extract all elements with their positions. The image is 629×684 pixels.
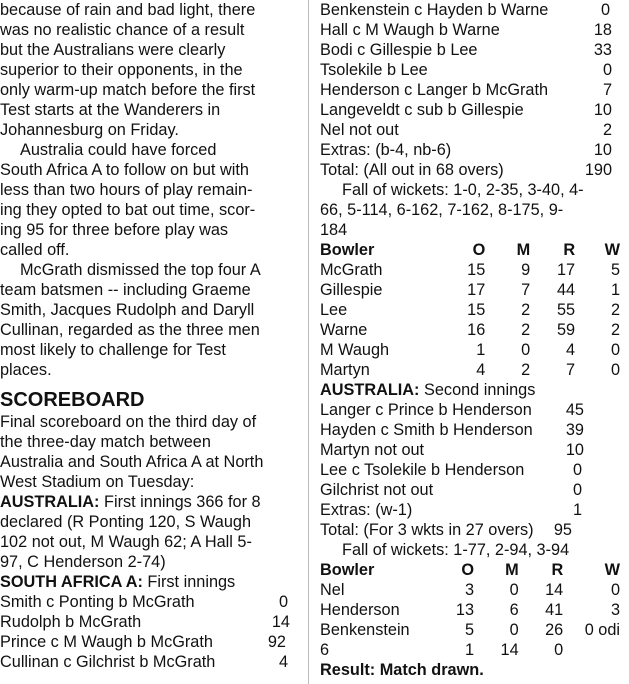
aus-second-innings-heading [320,380,620,400]
bowling-header: W [604,241,620,259]
text-line: but the Australians were clearly [0,41,226,59]
bowler: Nel [320,581,345,599]
batting-row [320,400,620,420]
bowler: Henderson [320,601,400,619]
bowler: M Waugh [320,341,390,359]
runs: 0 [278,593,288,611]
text-line: Cullinan, regarded as the three men [0,321,260,339]
maidens: 0 [509,581,519,599]
sa-batting-left [0,592,298,672]
batsman: Lee c Tsolekile b Henderson [320,461,525,479]
batting-row [320,520,620,540]
bowler: Gillespie [320,281,383,299]
article-paragraph-1 [0,0,298,140]
text-line: Fall of wickets: 1-0, 2-35, 3-40, 4- [342,181,584,199]
batsman: Benkenstein c Hayden b Warne [320,1,549,19]
wickets: 0 odi [584,621,620,639]
runs: 0 [572,461,582,479]
sa-fall-of-wickets [320,180,620,200]
overs: 5 [464,621,475,639]
bowler: 6 [320,641,330,659]
overs: 13 [455,601,475,619]
text-line: team batsmen -- including Graeme [0,281,251,299]
runs: 45 [565,401,584,419]
text-line: most likely to challenge for Test [0,341,226,359]
batting-row [320,480,620,500]
team-label: AUSTRALIA: [0,493,100,511]
batsman: Langeveldt c sub b Gillespie [320,101,524,119]
bowler: Lee [320,301,348,319]
scoreboard-heading: SCOREBOARD [0,389,145,411]
maidens: 9 [521,261,531,279]
maidens: 0 [509,621,519,639]
batsman: Smith c Ponting b McGrath [0,593,195,611]
bowler: Benkenstein [320,621,410,639]
batting-row [320,460,620,480]
batting-row [320,100,620,120]
runs: 17 [556,261,576,279]
text-line: Test starts at the Wanderers in [0,101,221,119]
bowling-header: R [551,561,564,579]
runs: 10 [593,101,612,119]
text-line: declared (R Ponting 120, S Waugh [0,513,251,531]
runs: 26 [545,621,564,639]
batsman: Prince c M Waugh b McGrath [0,633,213,651]
text-line: Johannesburg on Friday. [0,121,179,139]
maidens: 0 [521,341,531,359]
bowling-row [320,580,620,600]
bowling-row [320,620,620,640]
runs: 39 [565,421,584,439]
overs: 17 [467,281,486,299]
batting-row [320,500,620,520]
batsman: Extras: (b-4, nb-6) [320,141,452,159]
bowling-row [320,300,620,320]
right-column [320,0,620,680]
maidens: 2 [521,301,531,319]
text-line: 66, 5-114, 6-162, 7-162, 8-175, 9- [320,201,564,219]
batting-row [320,420,620,440]
bowling-header: Bowler [320,561,375,579]
wickets [563,640,620,660]
text-line: ing they opted to bat out time, scor- [0,201,256,219]
overs: 4 [476,361,486,379]
bowling-header: O [472,241,486,259]
bowling-header: R [563,241,576,259]
text-line: Australia and South Africa A at North [0,453,264,471]
australia-first-innings [0,492,298,572]
batsman: Extras: (w-1) [320,501,413,519]
text-line [0,492,298,512]
batsman: Hayden c Smith b Henderson [320,421,533,439]
batting-row [320,160,620,180]
team-label: SOUTH AFRICA A: [0,573,143,591]
text-line: 97, C Henderson 2-74) [0,553,166,571]
text-line: Australia could have forced [20,141,217,159]
batting-row [0,592,298,612]
overs: 16 [467,321,486,339]
batsman: Martyn not out [320,441,425,459]
maidens: 2 [521,361,531,379]
wickets: 0 [610,341,620,359]
sa-batting-right [320,0,620,180]
bowling-row [320,640,620,660]
text-line: called off. [0,241,70,259]
runs: 41 [545,601,564,619]
batting-row [320,40,620,60]
batting-row [320,60,620,80]
wickets: 2 [610,301,620,319]
runs: 59 [556,321,576,339]
bowling-header: W [604,561,620,579]
bowling-header: M [516,241,531,259]
text-line: West Stadium on Tuesday: [0,473,195,491]
left-column [0,0,298,672]
text-line: the three-day match between [0,433,211,451]
runs: 2 [602,121,612,139]
runs: 7 [602,81,612,99]
text-span: Second innings [419,381,536,399]
text-line: 184 [320,221,348,239]
runs: 92 [267,633,286,651]
text-line: because of rain and bad light, there [0,1,256,19]
overs: 3 [464,581,475,599]
runs: 0 [554,641,564,659]
batsman: Bodi c Gillespie b Lee [320,41,478,59]
batting-row [320,0,620,20]
text-line: was no realistic chance of a result [0,21,245,39]
bowling-row [320,600,620,620]
batsman: Tsolekile b Lee [320,61,428,79]
runs: 55 [556,301,576,319]
batsman: Henderson c Langer b McGrath [320,81,549,99]
article-paragraph-2 [0,140,298,260]
batting-row [320,440,620,460]
runs: 14 [545,581,564,599]
text-line: only warm-up match before the first [0,81,256,99]
overs: 15 [467,301,486,319]
batsman: Cullinan c Gilchrist b McGrath [0,653,216,671]
bowling-row [320,320,620,340]
wickets: 2 [610,321,620,339]
overs: 1 [464,641,475,659]
maidens: 6 [509,601,519,619]
aus-batting [320,400,620,540]
text-line: less than two hours of play remain- [0,181,253,199]
sa-innings-heading [0,572,298,592]
wickets: 3 [610,601,620,619]
wickets: 0 [610,581,620,599]
wickets: 0 [610,361,620,379]
bowler: McGrath [320,261,383,279]
column-divider [308,0,309,684]
scoreboard-intro [0,412,298,492]
wickets: 5 [610,261,620,279]
batting-row [0,652,298,672]
overs: 15 [467,261,486,279]
maidens: 7 [521,281,531,299]
text-line: McGrath dismissed the top four A [20,261,261,279]
runs: 10 [593,141,612,159]
bowling-row [320,340,620,360]
runs: 33 [593,41,612,59]
bowling-header: Bowler [320,241,375,259]
batsman: Nel not out [320,121,399,139]
bowling-row [320,260,620,280]
runs: 4 [278,653,288,671]
overs: 1 [476,341,486,359]
bowling-header-row [320,560,620,580]
batting-row [320,20,620,40]
maidens: 2 [521,321,531,339]
maidens: 14 [500,641,519,659]
runs: 190 [584,161,612,179]
batting-row [320,140,620,160]
bowling-header: O [461,561,475,579]
batsman: Langer c Prince b Henderson [320,401,532,419]
text-span: First innings 366 for 8 [99,493,261,511]
batsman: Total: (For 3 wkts in 27 overs) [320,521,534,539]
batsman: Total: (All out in 68 overs) [320,161,504,179]
batting-row [0,612,298,632]
bowling-header: M [505,561,519,579]
bowler: Martyn [320,361,370,379]
runs: 10 [565,441,584,459]
runs: 95 [553,521,572,539]
runs: 1 [572,501,582,519]
match-result: Result: Match drawn. [320,661,484,679]
text-line: superior to their opponents, in the [0,61,243,79]
text-line: South Africa A to follow on but with [0,161,249,179]
article-paragraph-3 [0,260,298,380]
bowler: Warne [320,321,368,339]
runs: 0 [600,1,610,19]
runs: 44 [556,281,576,299]
runs: 4 [566,341,576,359]
wickets: 1 [610,281,620,299]
text-span: First innings [142,573,236,591]
batsman: Rudolph b McGrath [0,613,142,631]
south-africa-bowling-table [320,560,620,660]
runs: 0 [602,61,612,79]
australia-bowling-table [320,240,620,380]
batsman: Hall c M Waugh b Warne [320,21,500,39]
batting-row [320,120,620,140]
runs: 14 [271,613,290,631]
bowling-row [320,280,620,300]
text-line: Final scoreboard on the third day of [0,413,257,431]
runs: 7 [566,361,576,379]
text-line: Smith, Jacques Rudolph and Daryll [0,301,255,319]
batting-row [320,80,620,100]
aus-fall-of-wickets: Fall of wickets: 1-77, 2-94, 3-94 [342,541,570,559]
runs: 18 [593,21,612,39]
batsman: Gilchrist not out [320,481,434,499]
bowling-row [320,360,620,380]
text-line: places. [0,361,52,379]
team-label: AUSTRALIA: [320,381,420,399]
batting-row [0,632,298,652]
bowling-header-row [320,240,620,260]
text-line: 102 not out, M Waugh 62; A Hall 5- [0,533,252,551]
text-line: ing 95 for three before play was [0,221,229,239]
runs: 0 [572,481,582,499]
